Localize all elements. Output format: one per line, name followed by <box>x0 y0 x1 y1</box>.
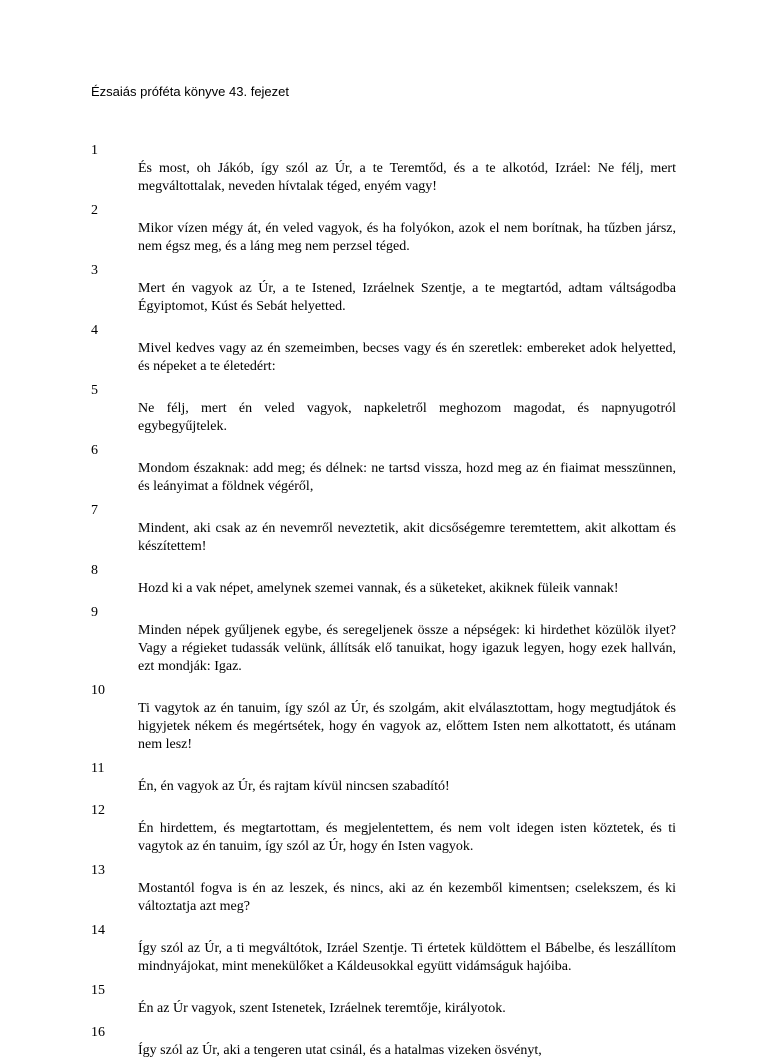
verse-number: 6 <box>91 443 98 458</box>
verse-number: 3 <box>91 263 98 278</box>
verse <box>0 442 768 496</box>
verse <box>0 562 768 598</box>
verse <box>0 322 768 376</box>
verse-text: Mivel kedves vagy az én szemeimben, becses vagy és én szeretlek: embereket adok helyetted, és népeket a te életedért: <box>138 341 676 374</box>
verse <box>0 862 768 916</box>
verse-number: 11 <box>91 761 105 776</box>
verse-text: Én, én vagyok az Úr, és rajtam kívül nincsen szabadító! <box>138 779 450 794</box>
verse-text: Én hirdettem, és megtartottam, és megjelentettem, és nem volt idegen isten köztetek, és ti vagytok az én tanuim, így szól az Úr, hogy én Isten vagyok. <box>138 821 676 854</box>
verse-number: 7 <box>91 503 98 518</box>
verse-number: 12 <box>91 803 105 818</box>
verse-text: Mindent, aki csak az én nevemről neveztetik, akit dicsőségemre teremtettem, akit alkottam és készítettem! <box>138 521 676 554</box>
verse-list <box>0 136 768 1060</box>
verse <box>0 142 768 196</box>
verse-text: Mikor vízen mégy át, én veled vagyok, és ha folyókon, azok el nem borítnak, ha tűzben jársz, nem égsz meg, és a láng meg nem perzsel téged. <box>138 221 676 254</box>
verse-number: 15 <box>91 983 105 998</box>
verse <box>0 760 768 796</box>
verse-text: Minden népek gyűljenek egybe, és seregeljenek össze a népségek: ki hirdethet közülök ilyet? Vagy a régieket tudassák velünk, állítsák elő tanuikat, hogy igazuk legyen, hogy ezek hallván, ezt mondják: Igaz. <box>138 623 676 674</box>
verse-number: 16 <box>91 1025 105 1040</box>
verse <box>0 682 768 754</box>
verse-text: Így szól az Úr, a ti megváltótok, Izráel Szentje. Ti értetek küldöttem el Bábelbe, és leszállítom mindnyájokat, mint menekülőket a Káldeusokkal együtt vidámságuk hajóiba. <box>138 941 676 974</box>
verse <box>0 922 768 976</box>
verse <box>0 502 768 556</box>
verse-number: 5 <box>91 383 98 398</box>
verse-number: 10 <box>91 683 105 698</box>
verse-number: 8 <box>91 563 98 578</box>
verse-number: 14 <box>91 923 105 938</box>
verse-number: 2 <box>91 203 98 218</box>
verse <box>0 604 768 676</box>
verse-text: Én az Úr vagyok, szent Istenetek, Izráelnek teremtője, királyotok. <box>138 1001 506 1016</box>
verse-number: 13 <box>91 863 105 878</box>
verse-text: És most, oh Jákób, így szól az Úr, a te Teremtőd, és a te alkotód, Izráel: Ne félj, mert megváltottalak, neveden hívtalak téged, enyém vagy! <box>138 161 676 194</box>
verse <box>0 382 768 436</box>
verse-text: Mert én vagyok az Úr, a te Istened, Izráelnek Szentje, a te megtartód, adtam váltságodba Égyiptomot, Kúst és Sebát helyetted. <box>138 281 676 314</box>
verse-number: 4 <box>91 323 98 338</box>
verse-text: Ti vagytok az én tanuim, így szól az Úr, és szolgám, akit elválasztottam, hogy megtudjátok és higyjetek nékem és megértsétek, hogy én vagyok az, előttem Isten nem alkottatott, és utánam nem lesz! <box>138 701 676 752</box>
verse <box>0 1024 768 1060</box>
verse <box>0 262 768 316</box>
verse <box>0 802 768 856</box>
verse-text: Mostantól fogva is én az leszek, és nincs, aki az én kezemből kimentsen; cselekszem, és ki változtatja azt meg? <box>138 881 676 914</box>
verse-number: 1 <box>91 143 98 158</box>
verse-text: Hozd ki a vak népet, amelynek szemei vannak, és a süketeket, akiknek füleik vannak! <box>138 581 619 596</box>
verse-number: 9 <box>91 605 98 620</box>
verse-text: Mondom északnak: add meg; és délnek: ne tartsd vissza, hozd meg az én fiaimat messzünnen, és leányimat a földnek végéről, <box>138 461 676 494</box>
verse-text: Ne félj, mert én veled vagyok, napkeletről meghozom magodat, és napnyugotról egybegyűjtelek. <box>138 401 676 434</box>
verse-text: Így szól az Úr, aki a tengeren utat csinál, és a hatalmas vizeken ösvényt, <box>138 1043 542 1058</box>
verse <box>0 202 768 256</box>
verse <box>0 982 768 1018</box>
document-title: Ézsaiás próféta könyve 43. fejezet <box>91 84 290 99</box>
